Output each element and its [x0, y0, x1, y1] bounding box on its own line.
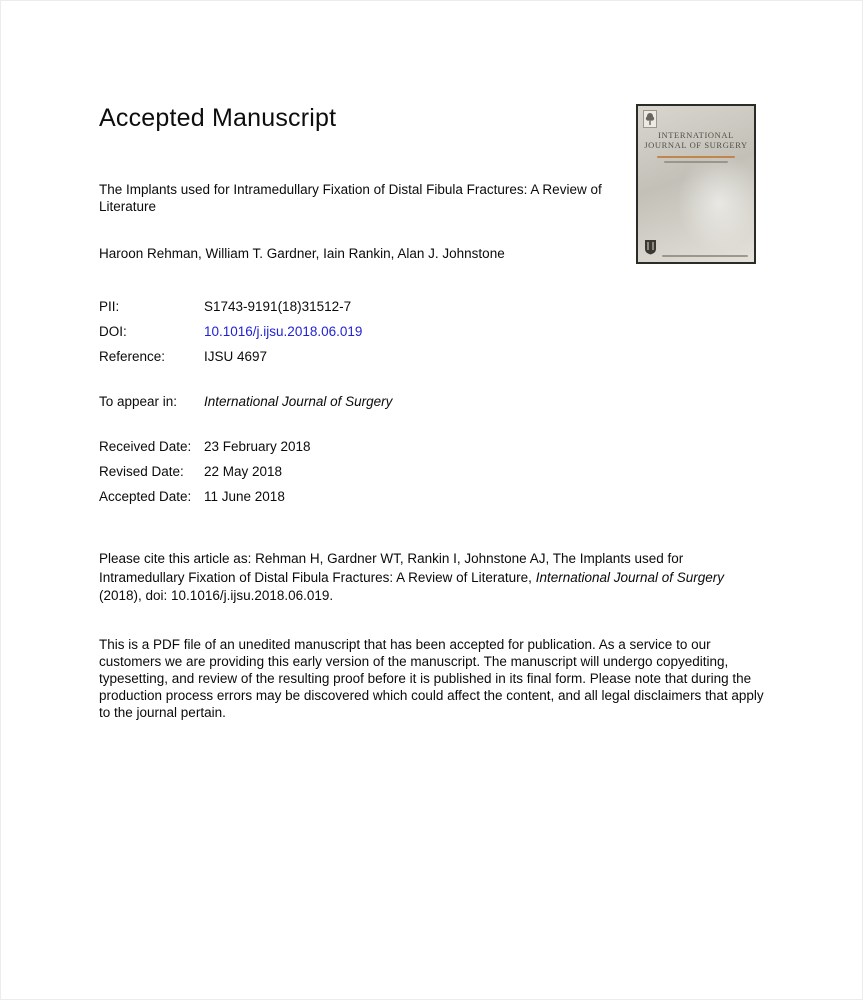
received-date-label: Received Date: [99, 439, 192, 454]
citation-part1: Please cite this article as: Rehman H, Gardner WT, Rankin I, Johnstone AJ, The Implants used for Intramedullary Fixation of Distal Fibula Fractures: A Review of Literature, [99, 551, 684, 585]
doi-row [99, 324, 764, 339]
citation-note [99, 550, 764, 606]
journal-cover-title [638, 130, 754, 150]
accepted-date-value: 11 June 2018 [204, 489, 285, 504]
received-date-value: 23 February 2018 [204, 439, 311, 454]
accepted-date-label: Accepted Date: [99, 489, 192, 504]
page-title: Accepted Manuscript [99, 104, 337, 132]
citation-journal-name: International Journal of Surgery [535, 569, 725, 585]
journal-cover-thumbnail [636, 104, 756, 264]
reference-row [99, 349, 764, 364]
to-appear-label: To appear in: [99, 394, 178, 409]
revised-date-label: Revised Date: [99, 464, 184, 479]
article-authors: Haroon Rehman, William T. Gardner, Iain Rankin, Alan J. Johnstone [99, 246, 505, 261]
to-appear-row [99, 394, 764, 409]
revised-date-row [99, 464, 764, 479]
citation-part2: (2018), doi: 10.1016/j.ijsu.2018.06.019. [99, 588, 334, 603]
to-appear-value: International Journal of Surgery [204, 394, 393, 409]
pii-row [99, 299, 764, 314]
metadata-block [99, 299, 764, 504]
journal-cover-title-line1: INTERNATIONAL [658, 130, 734, 140]
journal-cover-title-line2: JOURNAL OF SURGERY [644, 140, 748, 150]
pii-value: S1743-9191(18)31512-7 [204, 299, 352, 314]
pii-label: PII: [99, 299, 120, 314]
reference-label: Reference: [99, 349, 166, 364]
doi-label: DOI: [99, 324, 127, 339]
reference-value: IJSU 4697 [204, 349, 268, 364]
crest-glyph [644, 239, 657, 255]
cover-footer-text-bar [662, 255, 748, 257]
cover-subtitle-bar-2 [664, 161, 728, 163]
accepted-date-row [99, 489, 764, 504]
disclaimer-note: This is a PDF file of an unedited manuscript that has been accepted for publication. As a service to our customers we are providing this early version of the manuscript. The manuscript will undergo copyediting, typesetting, and review of the resulting proof before it is published in its final form. Please note that during the production process errors may be discovered which could affect the content, and all legal disclaimers that apply to the journal pertain. [99, 636, 764, 720]
journal-cover-art [638, 106, 754, 262]
journal-crest-icon [644, 239, 657, 255]
tree-glyph [645, 112, 655, 126]
cover-subtitle-bar-1 [657, 156, 735, 158]
article-title: The Implants used for Intramedullary Fixation of Distal Fibula Fractures: A Review of Literature [99, 182, 602, 214]
revised-date-value: 22 May 2018 [204, 464, 283, 479]
doi-link[interactable]: 10.1016/j.ijsu.2018.06.019 [204, 324, 363, 339]
received-date-row [99, 439, 764, 454]
elsevier-tree-logo-icon [643, 110, 657, 128]
